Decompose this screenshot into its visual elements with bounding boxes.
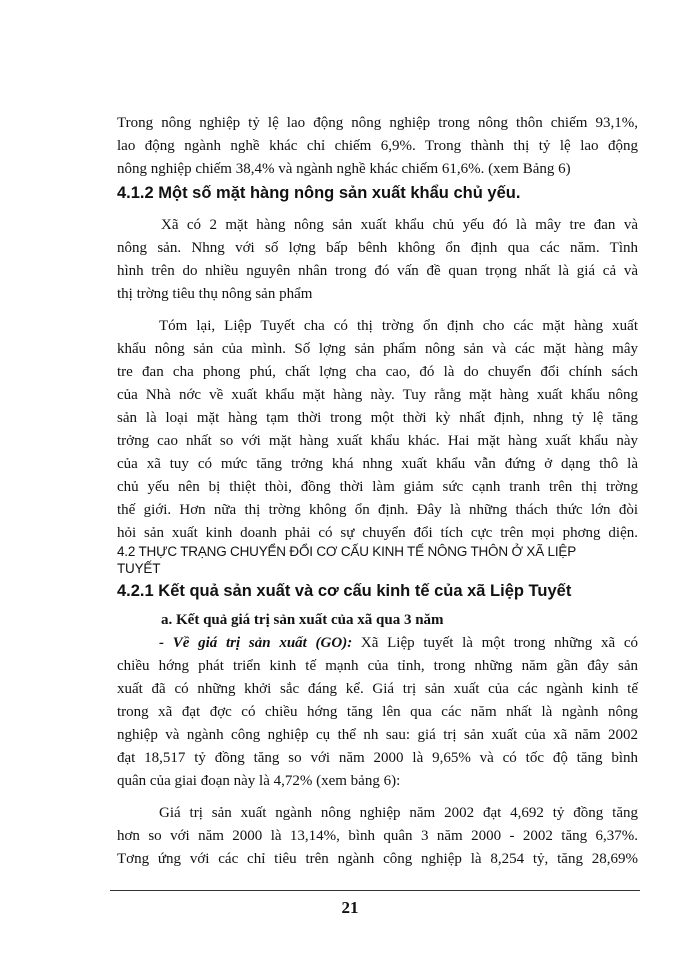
paragraph-line: Xã có 2 mặt hàng nông sản xuất khẩu chủ yếu đó là mây tre đan và — [161, 217, 638, 233]
paragraph-line: nông sản. Nhng với số lợng bấp bênh không ổn định qua các năm. Tình — [117, 240, 638, 256]
paragraph-line: lao động ngành nghề khác chỉ chiếm 6,9%. Trong thành thị tỷ lệ lao động — [117, 138, 638, 154]
paragraph-line: chủ yếu nên bị thiệt thòi, đồng thời làm giảm sức cạnh tranh trên thị trờng — [117, 479, 638, 495]
paragraph-line: chiều hớng phát triển kinh tế mạnh của tỉnh, trong những năm gần đây sản — [117, 658, 638, 674]
page-number: 21 — [341, 898, 359, 917]
paragraph-line: hình trên do nhiều nguyên nhân trong đó vấn đề quan trọng nhất là giá cả và — [117, 263, 638, 279]
paragraph-line: của xã tuy có mức tăng trởng khá nhng xuất khẩu vẫn đứng ở dạng thô là — [117, 456, 638, 472]
paragraph-line: nghiệp và ngành công nghiệp cụ thể nh sau: giá trị sản xuất của xã năm 2002 — [117, 727, 638, 743]
lead-in: - Về giá trị sản xuất (GO): — [159, 635, 353, 651]
paragraph-line: quân của giai đoạn này là 4,72% (xem bảng 6): — [117, 773, 401, 789]
paragraph-line: trong xã đạt đợc có chiều hớng tăng lên qua các năm nhất là ngành nông — [117, 704, 638, 720]
paragraph-line: hỏi sản xuất kinh doanh phải có sự chuyển đổi tích cực trên mọi phơng diện. — [117, 525, 638, 541]
section-heading: 4.1.2 Một số mặt hàng nông sản xuất khẩu chủ yếu. — [117, 184, 521, 202]
paragraph-line: đạt 18,517 tỷ đồng tăng so với năm 2000 là 9,65% và có tốc độ tăng bình — [117, 750, 638, 766]
footer-divider — [110, 890, 640, 891]
paragraph-line: Trong nông nghiệp tỷ lệ lao động nông nghiệp trong nông thôn chiếm 93,1%, — [117, 115, 638, 131]
chapter-heading — [117, 543, 638, 577]
paragraph-line — [159, 633, 638, 654]
paragraph-line: Tóm lại, Liệp Tuyết cha có thị trờng ổn định cho các mặt hàng xuất — [159, 318, 638, 334]
lead-in-rest: Xã Liệp tuyết là một trong những xã có — [352, 635, 638, 651]
paragraph-line: thị trờng tiêu thụ nông sản phẩm — [117, 286, 313, 302]
paragraph-line: thế giới. Hơn nữa thị trờng không ổn định. Đây là những thách thức lớn đòi — [117, 502, 638, 518]
paragraph-line: trởng cao nhất so với mặt hàng xuất khẩu khác. Hai mặt hàng xuất khẩu này — [117, 433, 638, 449]
section-heading: 4.2.1 Kết quả sản xuất và cơ cấu kinh tế của xã Liệp Tuyết — [117, 582, 572, 600]
paragraph-line: xuất đã có những khởi sắc đáng kể. Giá trị sản xuất của các ngành kinh tế — [117, 681, 638, 697]
paragraph-line: tre đan cha phong phú, chất lợng cha cao, đó là do chuyển đổi chính sách — [117, 364, 638, 380]
chapter-heading-line: 4.2 THỰC TRẠNG CHUYỂN ĐỔI CƠ CẤU KINH TẾ NÔNG THÔN Ở XÃ LIỆP — [117, 544, 577, 559]
paragraph-line: khẩu nông sản của mình. Số lợng sản phẩm nông sản và các mặt hàng mây — [117, 341, 638, 357]
paragraph-line: Tơng ứng với các chỉ tiêu trên ngành công nghiệp là 8,254 tỷ, tăng 28,69% — [117, 851, 638, 867]
paragraph-line: của Nhà nớc về xuất khẩu mặt hàng này. Tuy rằng mặt hàng xuất khẩu nông — [117, 387, 638, 403]
paragraph-line: sản là loại mặt hàng tạm thời trong một thời kỳ nhất định, nhng tỷ lệ tăng — [117, 410, 638, 426]
paragraph-line: nông nghiệp chiếm 38,4% và ngành nghề khác chiếm 61,6%. (xem Bảng 6) — [117, 161, 571, 177]
chapter-heading-line: TUYẾT — [117, 561, 161, 576]
subsection-heading: a. Kết quả giá trị sản xuất của xã qua 3 năm — [161, 612, 444, 628]
paragraph-line: Giá trị sản xuất ngành nông nghiệp năm 2002 đạt 4,692 tỷ đồng tăng — [159, 805, 638, 821]
paragraph-line: hơn so với năm 2000 là 13,14%, bình quân 3 năm 2000 - 2002 tăng 6,37%. — [117, 828, 638, 844]
